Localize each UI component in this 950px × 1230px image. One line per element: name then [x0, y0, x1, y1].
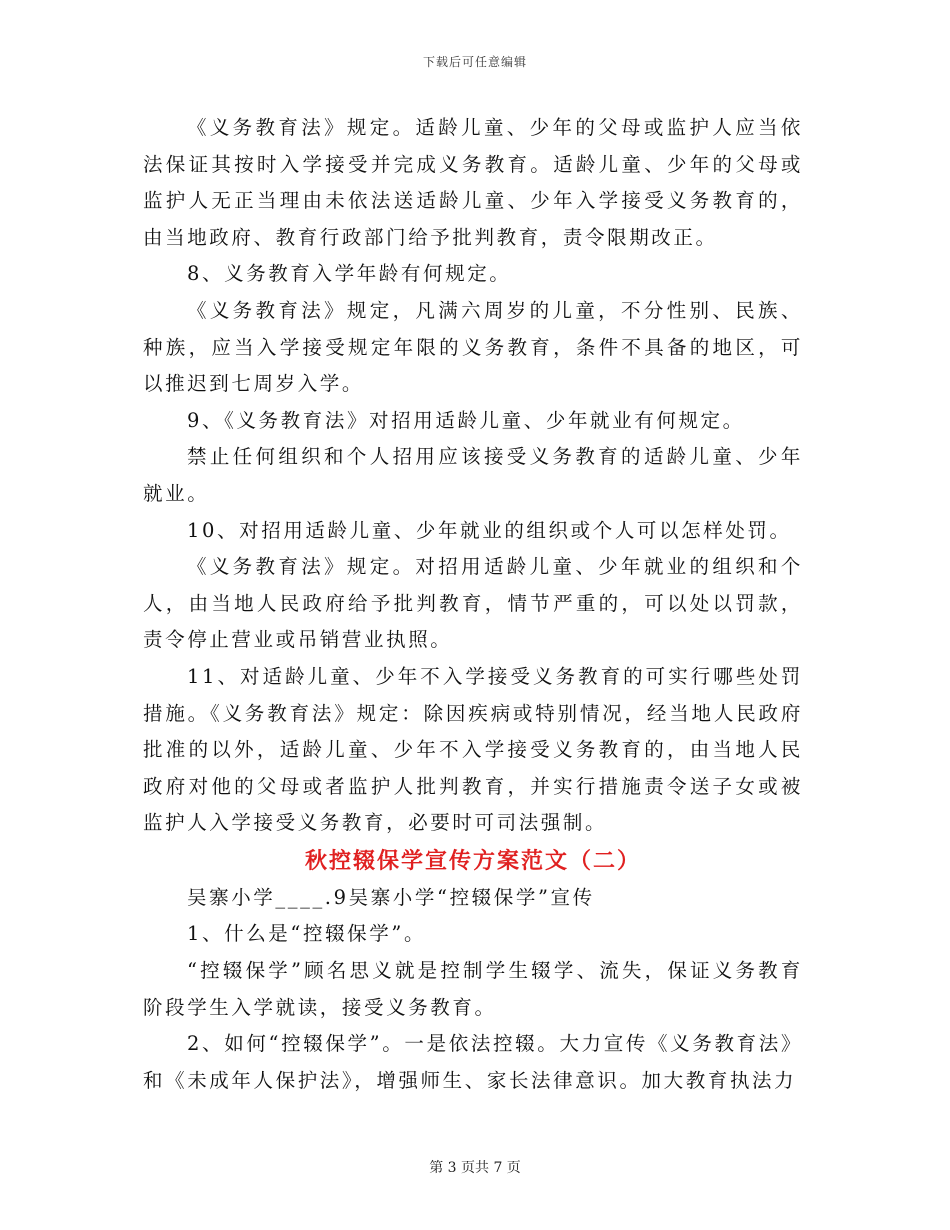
paragraph: 禁止任何组织和个人招用应该接受义务教育的适龄儿童、少年就业。 — [143, 445, 803, 505]
paragraph: 11、对适龄儿童、少年不入学接受义务教育的可实行哪些处罚措施。《义务教育法》规定：除因疾病或特别情况，经当地人民政府批准的以外，适龄儿童、少年不入学接受义务教育的，由当地人民政府对他的父母或者监护人批判教育，并实行措施责令送子女或被监护人入学接受义务教育，必要时可司法强制。 — [143, 664, 803, 835]
paragraph: 吴寨小学____.9吴寨小学“控辍保学”宣传 — [187, 885, 595, 909]
page-footer: 第 3 页共 7 页 — [429, 1160, 521, 1176]
question-heading: 9、《义务教育法》对招用适龄儿童、少年就业有何规定。 — [187, 408, 745, 432]
paragraph: 《义务教育法》规定，凡满六周岁的儿童，不分性别、民族、种族，应当入学接受规定年限的义务教育，条件不具备的地区，可以推迟到七周岁入学。 — [143, 298, 803, 396]
paragraph: 《义务教育法》规定。适龄儿童、少年的父母或监护人应当依法保证其按时入学接受并完成义务教育。适龄儿童、少年的父母或监护人无正当理由未依法送适龄儿童、少年入学接受义务教育的，由当地政府、教育行政部门给予批判教育，责令限期改正。 — [143, 116, 803, 249]
question-heading: 8、义务教育入学年龄有何规定。 — [187, 262, 512, 286]
paragraph: “控辍保学”顾名思义就是控制学生辍学、流失，保证义务教育阶段学生入学就读，接受义务教育。 — [143, 959, 803, 1019]
paragraph: 《义务教育法》规定。对招用适龄儿童、少年就业的组织和个人，由当地人民政府给予批判教育，情节严重的，可以处以罚款，责令停止营业或吊销营业执照。 — [143, 555, 803, 652]
paragraph: 2、如何“控辍保学”。一是依法控辍。大力宣传《义务教育法》和《未成年人保护法》，增强师生、家长法律意识。加大教育执法力 — [143, 1032, 803, 1092]
section-title: 秋控辍保学宣传方案范文（二） — [304, 847, 641, 874]
document-body — [143, 110, 803, 1099]
question-heading: 10、对招用适龄儿童、少年就业的组织或个人可以怎样处罚。 — [187, 518, 792, 542]
question-heading: 1、什么是“控辍保学”。 — [187, 922, 427, 946]
page-header: 下载后可任意编辑 — [422, 55, 527, 69]
